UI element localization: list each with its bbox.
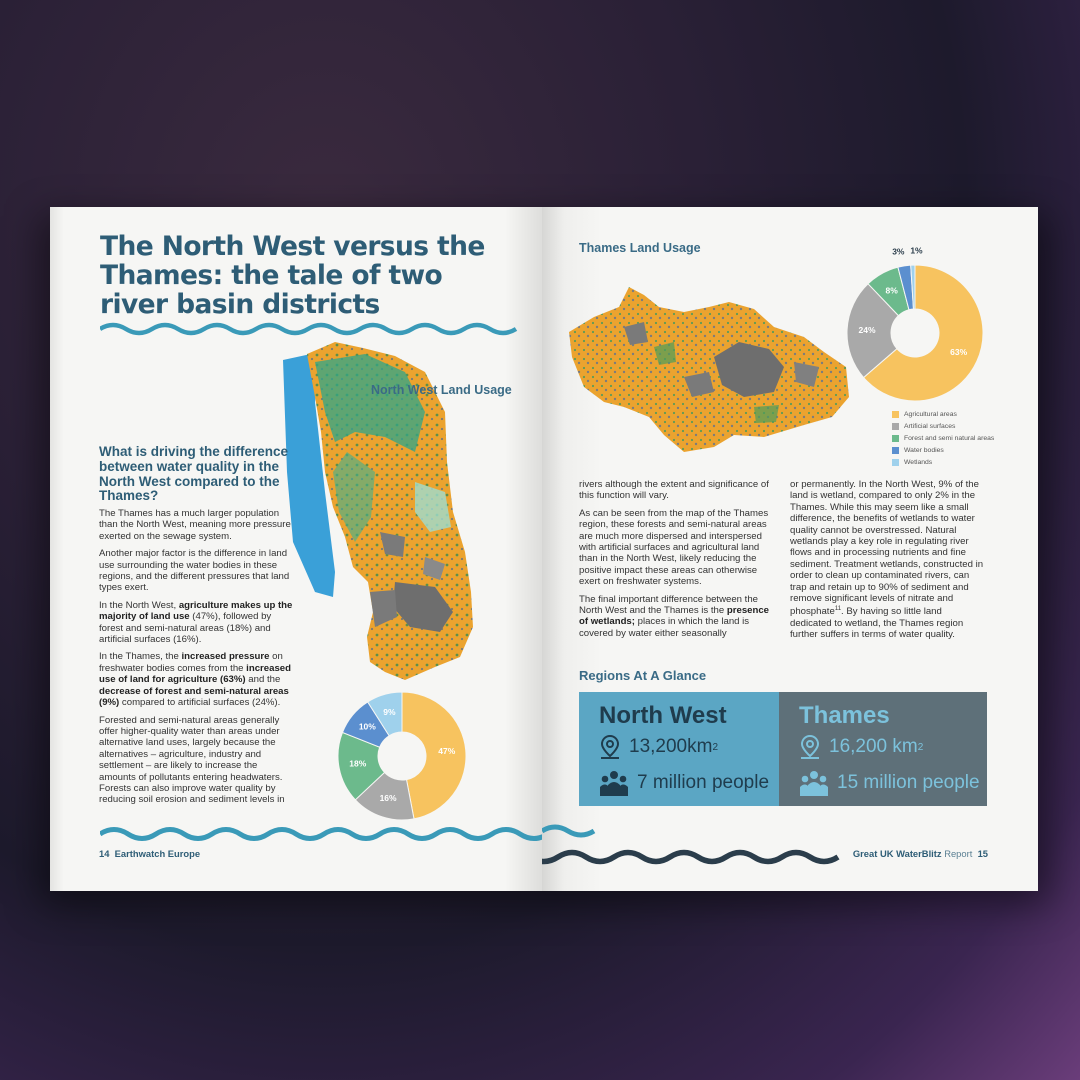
thames-map <box>564 267 854 457</box>
left-footer <box>99 848 200 859</box>
donut-label: 3% <box>892 246 905 257</box>
legend-item: Agricultural areas <box>892 408 994 420</box>
thames-donut-chart <box>840 243 990 403</box>
donut-label: 1% <box>910 245 923 256</box>
location-pin-icon <box>799 734 821 760</box>
paragraph: rivers although the extent and significance of this function will vary. <box>579 479 769 502</box>
paragraph: As can be seen from the map of the Thames region, these forests and semi-natural areas are much more dispersed and interspersed with artificial surfaces and agricultural land than in the North West, likely reducing the positive impact these areas can otherwise exert on freshwater systems. <box>579 507 769 588</box>
paragraph: Another major factor is the difference in land use surrounding the water bodies in these regions, and the different pressures that land types exert. <box>99 548 290 594</box>
legend-item: Forest and semi natural areas <box>892 432 994 444</box>
legend-swatch <box>892 411 899 418</box>
left-page <box>50 207 544 891</box>
donut-label: 47% <box>438 746 456 757</box>
legend-swatch <box>892 423 899 430</box>
donut-label: 63% <box>950 347 968 358</box>
wave-divider-bottom <box>100 821 544 847</box>
right-body-col1 <box>579 479 775 645</box>
paragraph: The final important difference between the North West and the Thames is the presence of wetlands; places in which the land is covered by water either seasonally <box>579 593 770 639</box>
north-west-panel <box>579 692 779 806</box>
legend-item: Water bodies <box>892 445 994 457</box>
left-body-text <box>99 508 296 812</box>
people-group-icon <box>799 770 829 796</box>
region-name: Thames <box>799 702 890 729</box>
legend-item: Wetlands <box>892 457 994 469</box>
region-name: North West <box>599 702 727 729</box>
donut-label: 24% <box>858 324 876 335</box>
donut-label: 18% <box>349 758 367 769</box>
paragraph: or permanently. In the North West, 9% of the land is wetland, compared to only 2% in the Thames. While this may seem like a small difference, the benefits of wetlands to water quality cannot be overstressed. Natural wetlands play a key role in regulating river flows and in processing nutrients and fine sediment. Treatment wetlands, constructed in order to clean up contaminated rivers, can trap and retain up to 90% of sediment and remove significant levels of nitrate and phosphate$^{11}$. By having so little land dedicated to wetland, the Thames region further suffers in terms of water quality. <box>790 479 984 641</box>
legend-swatch <box>892 459 899 466</box>
paragraph: In the North West, agriculture makes up the majority of land use (47%), followed by forest and semi-natural areas (18%) and artificial surfaces (16%). <box>99 599 293 646</box>
thames-panel <box>779 692 987 806</box>
wave-divider-right <box>542 821 842 871</box>
page-number: 15 <box>977 848 988 859</box>
paragraph: In the Thames, the increased pressure on freshwater bodies comes from the increased use of land for agriculture (63%) and the decrease of forest and semi-natural areas (9%) compared to artificial surfaces (24%). <box>99 651 291 709</box>
legend-swatch <box>892 435 899 442</box>
paragraph: Forested and semi-natural areas generally offer higher-quality water than areas under alternative land uses, largely because the alternatives – agriculture, industry and settlement – are likely to increase the amounts of pollutants entering headwaters. Forests can also improve water quality by reducing soil erosion and sediment levels in <box>99 714 285 806</box>
report-name: Great UK WaterBlitz <box>852 848 942 859</box>
section-subheading: What is driving the difference between water quality in the North West compared to the Thames? <box>99 444 289 504</box>
north-west-map-label: North West Land Usage <box>371 383 512 397</box>
population-stat: 7 million people <box>599 770 769 796</box>
people-group-icon <box>599 770 629 796</box>
area-stat: 16,200 km 2 <box>799 734 923 760</box>
right-page <box>542 207 1038 891</box>
north-west-donut-chart <box>337 689 467 823</box>
paragraph: The Thames has a much larger population than the North West, meaning more pressure exerted on the sewage system. <box>99 508 291 542</box>
regions-at-a-glance <box>579 692 987 806</box>
thames-map-label: Thames Land Usage <box>579 241 701 255</box>
right-footer: Great UK WaterBlitz Report 15 <box>852 848 988 859</box>
donut-label: 8% <box>885 285 898 296</box>
legend-item: Artificial surfaces <box>892 420 994 432</box>
right-body-col2 <box>790 479 986 647</box>
donut-slice <box>402 692 466 819</box>
glance-title: Regions At A Glance <box>579 668 707 683</box>
org-name: Earthwatch Europe <box>114 848 201 859</box>
location-pin-icon <box>599 734 621 760</box>
chart-legend <box>892 408 994 469</box>
legend-swatch <box>892 447 899 454</box>
area-stat: 13,200km 2 <box>599 734 718 760</box>
donut-label: 9% <box>383 707 396 718</box>
page-number: 14 <box>99 848 110 859</box>
wave-divider-top <box>100 319 520 339</box>
population-stat: 15 million people <box>799 770 980 796</box>
page-title: The North West versus the Thames: the tale of two river basin districts <box>100 231 485 320</box>
donut-label: 16% <box>379 793 397 804</box>
donut-label: 10% <box>358 721 376 732</box>
